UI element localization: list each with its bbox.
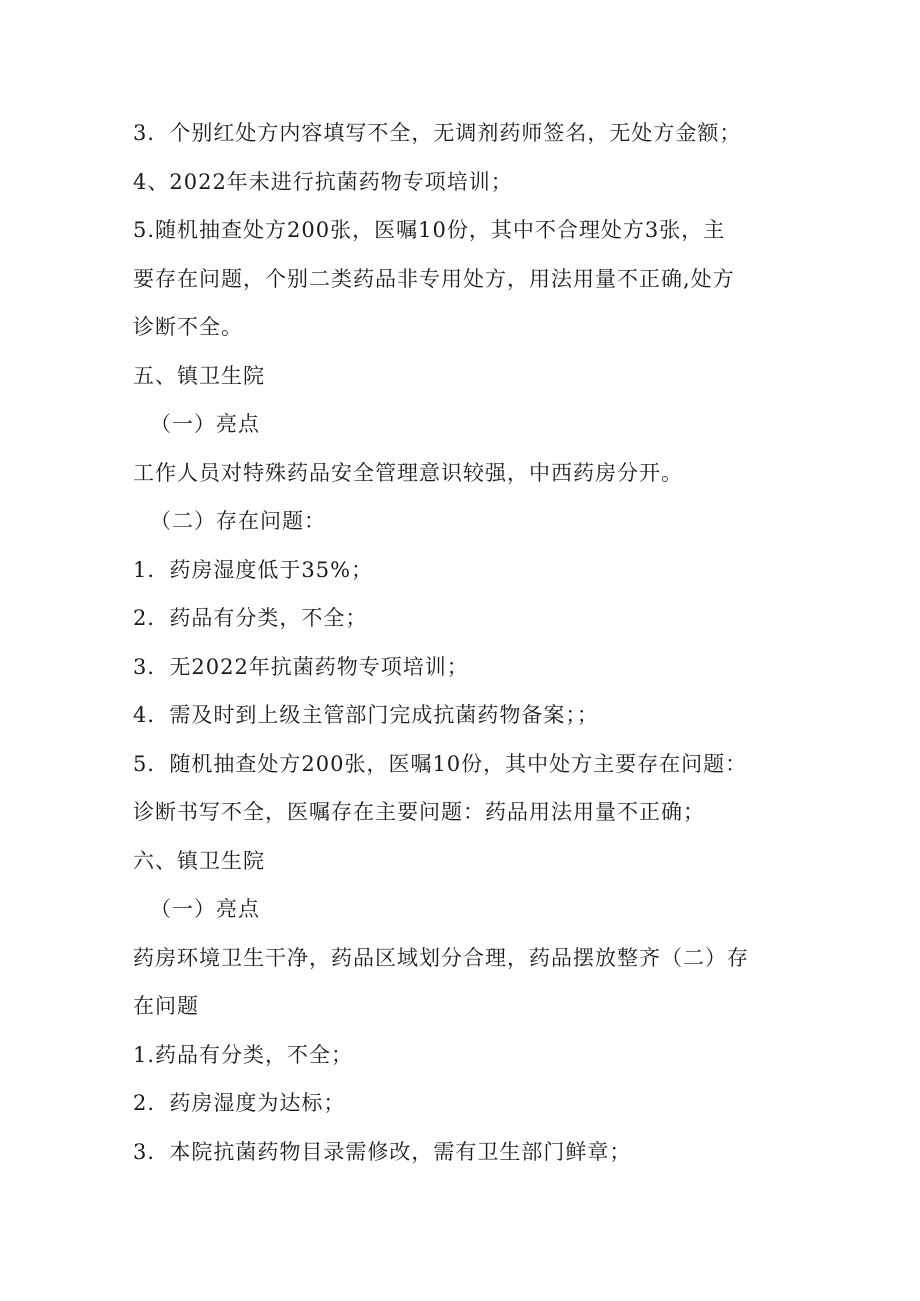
text-line: 2．药房湿度为达标； [133, 1091, 346, 1115]
text-line: 诊断不全。 [133, 315, 243, 339]
text-line: 3．本院抗菌药物目录需修改，需有卫生部门鲜章； [133, 1140, 632, 1164]
text-line: 要存在问题，个别二类药品非专用处方，用法用量不正确,处方 [133, 267, 735, 291]
text-line: 1．药房湿度低于35%； [133, 558, 374, 582]
text-line: 在问题 [133, 994, 199, 1018]
section-heading: 六、镇卫生院 [133, 849, 265, 873]
text-line: 5.随机抽查处方200张，医嘱10份，其中不合理处方3张，主 [133, 218, 726, 242]
text-line: 5．随机抽查处方200张，医嘱10份，其中处方主要存在问题： [133, 752, 748, 776]
text-line: 诊断书写不全，医嘱存在主要问题：药品用法用量不正确； [133, 800, 705, 824]
text-line: 3．个别红处方内容填写不全，无调剂药师签名，无处方金额； [133, 121, 742, 145]
subsection-heading: （二）存在问题： [150, 509, 326, 533]
text-line: 3．无2022年抗菌药物专项培训； [133, 655, 469, 679]
text-line: 工作人员对特殊药品安全管理意识较强，中西药房分开。 [133, 461, 683, 485]
section-heading: 五、镇卫生院 [133, 364, 265, 388]
text-line: 1.药品有分类，不全； [133, 1043, 354, 1067]
text-line: 药房环境卫生干净，药品区域划分合理，药品摆放整齐（二）存 [133, 946, 749, 970]
text-line: 4．需及时到上级主管部门完成抗菌药物备案；； [133, 703, 599, 727]
subsection-heading: （一）亮点 [150, 412, 260, 436]
text-line: 4、2022年未进行抗菌药物专项培训； [133, 170, 513, 194]
subsection-heading: （一）亮点 [150, 897, 260, 921]
text-line: 2．药品有分类，不全； [133, 606, 368, 630]
